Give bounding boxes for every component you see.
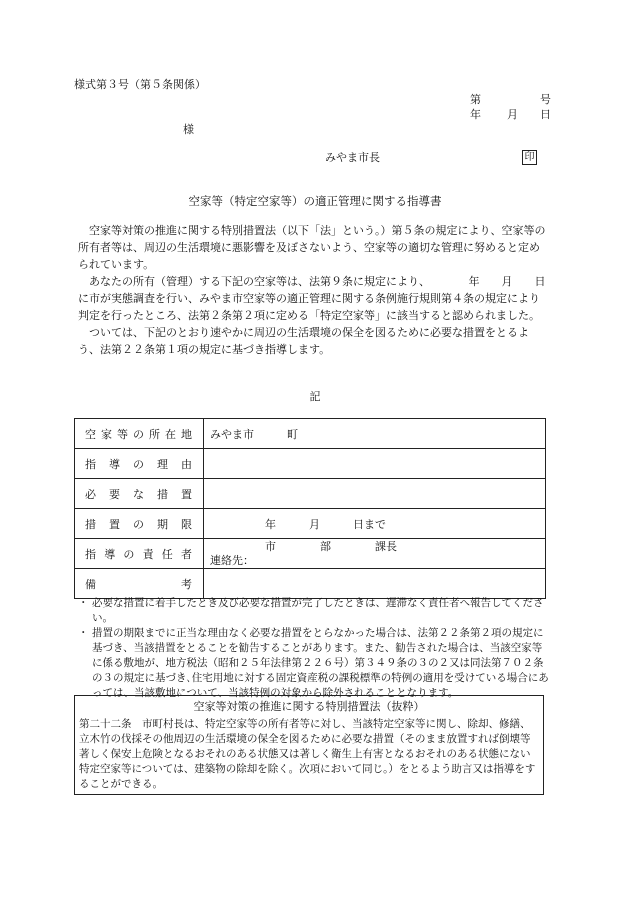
row-value: みやま市 町 [204,419,546,449]
ki-heading: 記 [309,390,321,403]
contact-label: 連絡先： [210,553,254,567]
date-day: 日 [540,108,551,121]
document-number-prefix: 第 [470,93,481,106]
table-row [75,539,546,569]
row-label: 措置の期限 [75,509,204,539]
responsible-person: 市 部 課長 [210,539,397,553]
table-row [75,479,546,509]
row-value [204,539,546,569]
document-number-suffix: 号 [540,93,551,106]
sender-name: みやま市長 [325,151,380,164]
date-month: 月 [507,108,518,121]
row-value [204,569,546,599]
row-label: 指導の理由 [75,449,204,479]
note-text: 必要な措置に着手したとき及び必要な措置が完了したときは、遅滞なく責任者へ報告してください。 [92,597,544,624]
row-label: 必要な措置 [75,479,204,509]
addressee-suffix: 様 [183,123,194,136]
bullet-mark: ・ [78,627,89,639]
table-row [75,569,546,599]
law-excerpt-body: 第二十二条 市町村長は、特定空家等の所有者等に対し、当該特定空家等に関し、除却、修繕、立木竹の伐採その他周辺の生活環境の保全を図るために必要な措置（そのまま放置すれば倒壊等著しく保安上危険となるおそれのある状態又は著しく衛生上有害となるおそれのある状態にない特定空家等については、建築物の除却を除く。次項において同じ。）をとるよう助言又は指導をすることができる。 [79,718,536,790]
law-excerpt-title: 空家等対策の推進に関する特別措置法（抜粋） [193,700,425,713]
notes [74,596,552,701]
row-label: 空家等の所在地 [75,419,204,449]
details-table [74,418,546,599]
body-text [78,222,548,358]
table-row [75,449,546,479]
table-row [75,419,546,449]
row-value: 年 月 日まで [204,509,546,539]
paragraph: ついては、下記のとおり速やかに周辺の生活環境の保全を図るために必要な措置をとるよう、法第２２条第１項の規定に基づき指導します。 [78,326,529,356]
paragraph: あなたの所有（管理）する下記の空家等は、法第９条に規定により、 年 月 日に市が実態調査を行い、みやま市空家等の適正管理に関する条例施行規則第４条の規定により判定を行ったところ、法第２条第２項に定める「特定空家等」に該当すると認められました。 [78,275,546,322]
form-label: 様式第３号（第５条関係） [74,78,206,91]
row-label: 指導の責任者 [75,539,204,569]
note-item [74,596,552,626]
table-row [75,509,546,539]
document-title: 空家等（特定空家等）の適正管理に関する指導書 [188,194,442,208]
row-value [204,479,546,509]
paragraph: 空家等対策の推進に関する特別措置法（以下「法」という。）第５条の規定により、空家等の所有者等は、周辺の生活環境に悪影響を及ぼさないよう、空家等の適切な管理に努めると定められています。 [78,224,546,271]
row-value [204,449,546,479]
date-year: 年 [470,108,481,121]
law-excerpt-box [74,695,544,795]
note-item [74,626,552,701]
seal-mark: 印 [522,150,537,165]
row-label: 備考 [75,569,204,599]
bullet-mark: ・ [78,597,89,609]
note-text: 措置の期限までに正当な理由なく必要な措置をとらなかった場合は、法第２２条第２項の規定に基づき、当該措置をとることを勧告することがあります。また、勧告された場合は、当該空家等に係る敷地が、地方税法（昭和２５年法律第２２６号）第３４９条の３の２又は同法第７０２条の３の規定に基づき､住宅用地に対する固定資産税の課税標準の特例の適用を受けている場合にあっては、当該敷地について、当該特例の対象から除外されることとなります。 [92,627,549,699]
